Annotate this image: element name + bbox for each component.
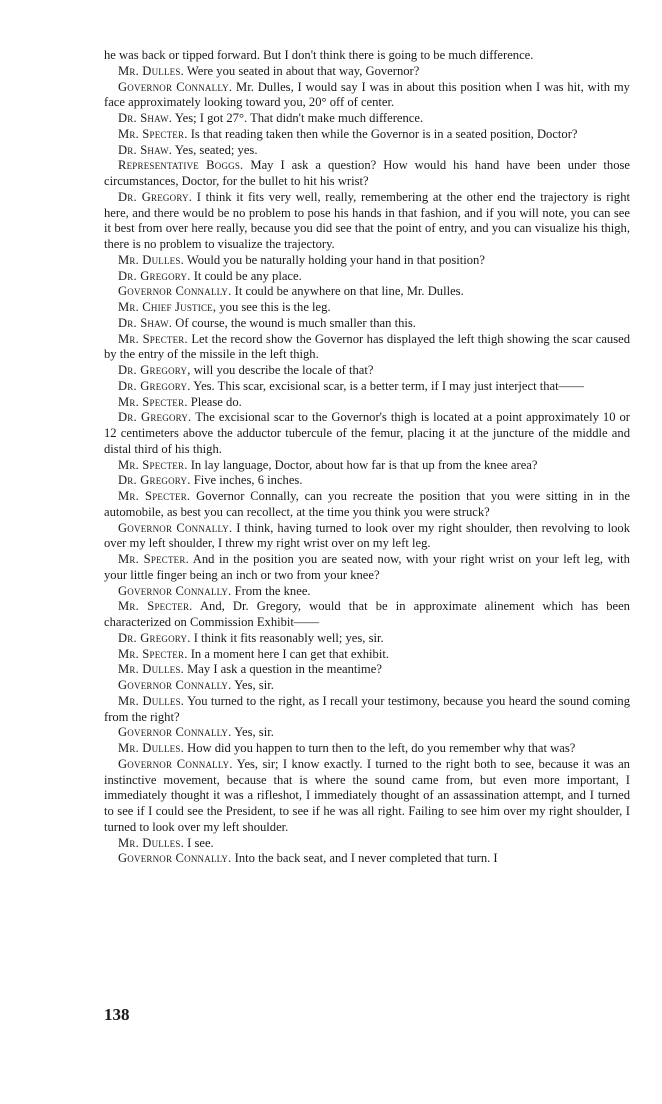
transcript-paragraph bbox=[104, 48, 630, 64]
transcript-paragraph bbox=[104, 284, 630, 300]
transcript-paragraph bbox=[104, 395, 630, 411]
paragraph-text: Would you be naturally holding your hand in that position? bbox=[186, 252, 485, 267]
speaker-name: Dr. Shaw. bbox=[118, 111, 173, 125]
speaker-name: Governor Connally. bbox=[118, 678, 232, 692]
paragraph-text: In lay language, Doctor, about how far is that up from the knee area? bbox=[190, 457, 538, 472]
paragraph-text: And, Dr. Gregory, would that be in approximate alinement which has been characterized on Commission Exhibit—— bbox=[104, 599, 630, 629]
transcript-paragraph bbox=[104, 757, 630, 836]
speaker-name: Mr. Dulles. bbox=[118, 252, 184, 267]
speaker-name: Governor Connally. bbox=[118, 725, 232, 740]
transcript-paragraph bbox=[104, 678, 630, 694]
page-number: 138 bbox=[104, 1005, 130, 1024]
speaker-name: Dr. Gregory. bbox=[118, 189, 193, 204]
transcript-paragraph bbox=[104, 64, 630, 80]
paragraph-text: It could be any place. bbox=[193, 268, 302, 283]
paragraph-text: Yes; I got 27°. That didn't make much difference. bbox=[174, 111, 424, 125]
paragraph-text: Governor Connally, can you recreate the position that you were sitting in in the automobile, as best you can recollect, at the time you think you were struck? bbox=[104, 489, 630, 519]
paragraph-text: Five inches, 6 inches. bbox=[193, 473, 303, 488]
paragraph-text: Yes, seated; yes. bbox=[174, 142, 258, 157]
speaker-name: Mr. Dulles. bbox=[118, 835, 184, 850]
speaker-name: Mr. Dulles. bbox=[118, 741, 184, 755]
speaker-name: Dr. Shaw. bbox=[118, 142, 173, 157]
paragraph-text: will you describe the locale of that? bbox=[193, 363, 374, 377]
transcript-paragraph bbox=[104, 190, 630, 253]
speaker-name: Dr. Gregory. bbox=[118, 630, 191, 645]
speaker-name: Mr. Dulles. bbox=[118, 693, 185, 708]
transcript-paragraph bbox=[104, 253, 630, 269]
speaker-name: Representative Boggs. bbox=[118, 158, 244, 173]
paragraph-text: I think, having turned to look over my right shoulder, then revolving to look over my left shoulder, I threw my right wrist over on my left leg. bbox=[104, 520, 630, 551]
speaker-name: Governor Connally. bbox=[118, 756, 233, 771]
speaker-name: Dr. Gregory. bbox=[118, 473, 191, 488]
transcript-paragraph bbox=[104, 473, 630, 489]
transcript-paragraph bbox=[104, 521, 630, 553]
transcript-paragraph bbox=[104, 662, 630, 678]
transcript-paragraph bbox=[104, 300, 630, 316]
transcript-paragraph bbox=[104, 332, 630, 364]
speaker-name: Dr. Shaw. bbox=[118, 315, 173, 330]
speaker-name: Mr. Specter. bbox=[118, 552, 189, 566]
speaker-name: Mr. Dulles. bbox=[118, 662, 184, 677]
transcript-paragraph bbox=[104, 694, 630, 726]
transcript-paragraph bbox=[104, 489, 630, 521]
transcript-paragraph bbox=[104, 143, 630, 159]
transcript-paragraph bbox=[104, 725, 630, 741]
paragraph-text: The excisional scar to the Governor's thigh is located at a point approximately 10 or 12 centimeters above the adductor tubercule of the femur, placing it at the juncture of the middle and distal third of his thigh. bbox=[104, 410, 631, 456]
speaker-name: Dr. Gregory, bbox=[118, 363, 191, 377]
speaker-name: Dr. Gregory. bbox=[118, 268, 191, 283]
transcript-paragraph bbox=[104, 552, 630, 584]
transcript-paragraph bbox=[104, 379, 630, 395]
paragraph-text: You turned to the right, as I recall your testimony, because you heard the sound coming from the right? bbox=[104, 693, 630, 724]
paragraph-text: I think it fits very well, really, remembering at the other end the trajectory is right here, and there would be no problem to pose his hands in that fashion, and if you will note, you can see it best from over here really, because you did see that the point of entry, and you can visualize his thigh, there is no problem to visualize the trajectory. bbox=[104, 189, 630, 251]
speaker-name: Mr. Chief Justice, bbox=[118, 300, 217, 314]
paragraph-text: It could be anywhere on that line, Mr. Dulles. bbox=[234, 284, 464, 299]
paragraph-text: And in the position you are seated now, with your right wrist on your left leg, with your little finger being an inch or two from your knee? bbox=[104, 552, 630, 582]
speaker-name: Mr. Dulles. bbox=[118, 63, 184, 78]
speaker-name: Mr. Specter. bbox=[118, 599, 193, 614]
speaker-name: Mr. Specter. bbox=[118, 331, 188, 346]
speaker-name: Governor Connally. bbox=[118, 79, 233, 94]
speaker-name: Mr. Specter. bbox=[118, 489, 191, 503]
speaker-name: Governor Connally. bbox=[118, 520, 233, 535]
speaker-name: Governor Connally. bbox=[118, 851, 232, 866]
speaker-name: Governor Connally. bbox=[118, 583, 232, 598]
transcript-paragraph bbox=[104, 111, 630, 127]
paragraph-text: Mr. Dulles, I would say I was in about this position when I was hit, with my face approximately looking toward you, 20° off of center. bbox=[104, 79, 630, 110]
paragraph-text: In a moment here I can get that exhibit. bbox=[190, 646, 389, 661]
paragraph-text: May I ask a question? How would his hand have been under those circumstances, Doctor, for the bullet to hit his wrist? bbox=[104, 158, 630, 188]
transcript-paragraph bbox=[104, 647, 630, 663]
speaker-name: Mr. Specter. bbox=[118, 394, 188, 409]
speaker-name: Dr. Gregory. bbox=[118, 378, 191, 393]
paragraph-text: Into the back seat, and I never completed that turn. I bbox=[234, 851, 498, 866]
transcript-paragraph bbox=[104, 410, 630, 457]
transcript-paragraph bbox=[104, 269, 630, 285]
paragraph-text: Is that reading taken then while the Governor is in a seated position, Doctor? bbox=[190, 126, 578, 141]
transcript-paragraph bbox=[104, 80, 630, 112]
paragraph-text: he was back or tipped forward. But I don't think there is going to be much difference. bbox=[104, 48, 534, 62]
transcript-paragraph bbox=[104, 458, 630, 474]
transcript-paragraph bbox=[104, 363, 630, 379]
paragraph-text: Yes, sir. bbox=[234, 678, 274, 692]
transcript-paragraph bbox=[104, 584, 630, 600]
paragraph-text: From the knee. bbox=[234, 583, 311, 598]
transcript-paragraph bbox=[104, 127, 630, 143]
transcript-paragraph bbox=[104, 836, 630, 852]
transcript-text bbox=[104, 48, 630, 867]
paragraph-text: Yes, sir. bbox=[234, 725, 274, 740]
paragraph-text: I think it fits reasonably well; yes, sir. bbox=[193, 630, 384, 645]
paragraph-text: Yes. This scar, excisional scar, is a better term, if I may just interject that—— bbox=[193, 378, 584, 393]
speaker-name: Mr. Specter. bbox=[118, 646, 188, 661]
paragraph-text: Of course, the wound is much smaller than this. bbox=[175, 315, 416, 330]
transcript-paragraph bbox=[104, 631, 630, 647]
speaker-name: Governor Connally. bbox=[118, 284, 232, 299]
transcript-paragraph bbox=[104, 158, 630, 190]
paragraph-text: you see this is the leg. bbox=[219, 300, 331, 314]
speaker-name: Mr. Specter. bbox=[118, 457, 188, 472]
paragraph-text: May I ask a question in the meantime? bbox=[187, 662, 382, 677]
paragraph-text: I see. bbox=[187, 835, 214, 850]
speaker-name: Dr. Gregory. bbox=[118, 410, 192, 425]
paragraph-text: Please do. bbox=[190, 394, 242, 409]
transcript-paragraph bbox=[104, 741, 630, 757]
paragraph-text: Let the record show the Governor has displayed the left thigh showing the scar caused by the entry of the missile in the left thigh. bbox=[104, 331, 631, 362]
paragraph-text: Were you seated in about that way, Governor? bbox=[186, 63, 420, 78]
transcript-paragraph bbox=[104, 599, 630, 631]
paragraph-text: How did you happen to turn then to the left, do you remember why that was? bbox=[187, 741, 576, 755]
paragraph-text: Yes, sir; I know exactly. I turned to the right both to see, because it was an instinctive movement, because that is where the sound came from, but even more important, I immediately thought it was a rifleshot, I immediately thought of an assassination attempt, and I turned to see if I could see the President, to see if he was all right. Failing to see him over my right shoulder, I turned to look over my left shoulder. bbox=[104, 756, 630, 834]
speaker-name: Mr. Specter. bbox=[118, 126, 188, 141]
transcript-paragraph bbox=[104, 851, 630, 867]
transcript-paragraph bbox=[104, 316, 630, 332]
